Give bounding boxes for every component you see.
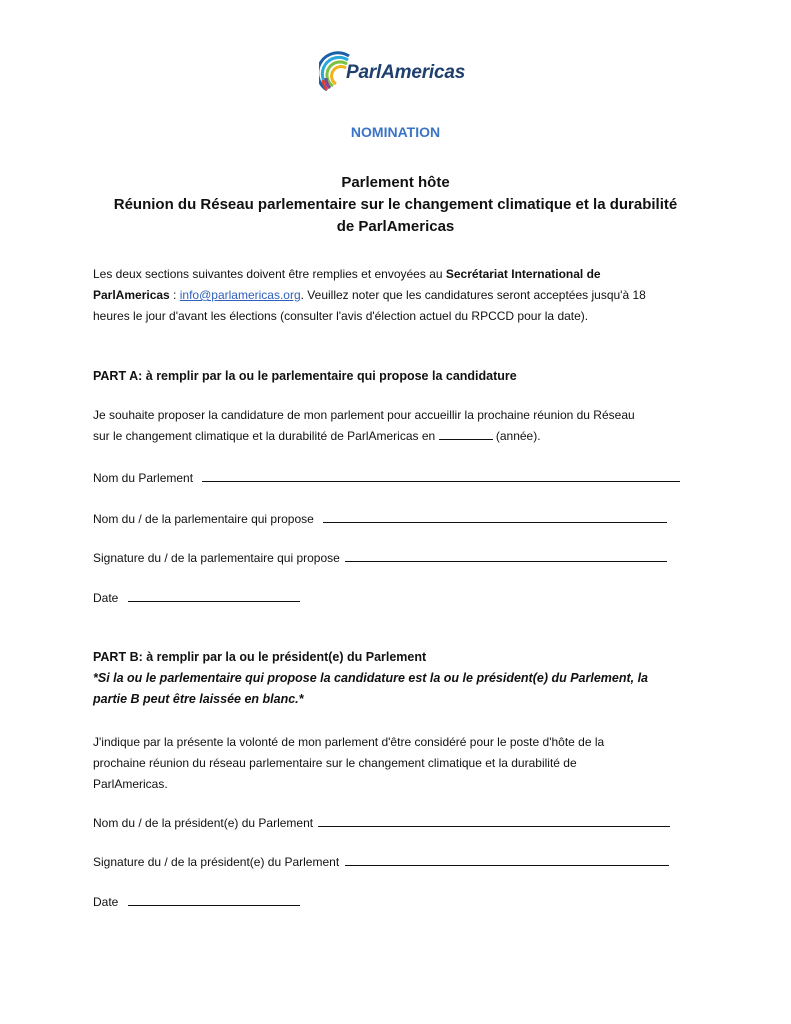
- part-b-line-2: prochaine réunion du réseau parlementaire sur le changement climatique et la durabilité de: [93, 756, 577, 770]
- parliament-name-field: [93, 469, 680, 485]
- part-a-paragraph: [93, 405, 713, 447]
- field-label: Date: [93, 895, 119, 909]
- intro-paragraph: [93, 264, 713, 327]
- president-signature-field: [93, 853, 669, 869]
- email-link[interactable]: info@parlamericas.org: [179, 288, 301, 302]
- title-line-1: Parlement hôte: [341, 174, 450, 191]
- part-a-date-field: [93, 589, 300, 605]
- year-blank[interactable]: [439, 427, 493, 440]
- secretariat-name: Secrétariat International de: [445, 267, 601, 281]
- part-b-line-1: J'indique par la présente la volonté de mon parlement d'être considéré pour le poste d'hôte de la: [93, 735, 605, 749]
- nomination-heading: NOMINATION: [350, 124, 441, 140]
- proposer-signature-field: [93, 549, 667, 565]
- part-b-note-line-2: partie B peut être laissée en blanc.*: [93, 692, 304, 706]
- organization-name: ParlAmericas: [93, 288, 170, 302]
- field-label: Date: [93, 591, 119, 605]
- part-b-paragraph: [93, 732, 713, 795]
- intro-line-3: heures le jour d'avant les élections (consulter l'avis d'élection actuel du RPCCD pour la date).: [93, 309, 589, 323]
- parliament-name-blank[interactable]: [202, 469, 680, 482]
- president-name-field: [93, 814, 670, 830]
- field-label: Nom du / de la parlementaire qui propose: [93, 512, 314, 526]
- parlamericas-logo: [319, 50, 479, 98]
- part-b-date-blank[interactable]: [128, 893, 300, 906]
- part-a-date-blank[interactable]: [128, 589, 300, 602]
- field-label: Signature du / de la parlementaire qui propose: [93, 551, 340, 565]
- president-name-blank[interactable]: [318, 814, 670, 827]
- part-a-line-2: sur le changement climatique et la durabilité de ParlAmericas en: [93, 429, 439, 443]
- part-b-line-3: ParlAmericas.: [93, 777, 168, 791]
- proposer-name-blank[interactable]: [323, 510, 667, 523]
- proposer-name-field: [93, 510, 667, 526]
- logo-text: ParlAmericas: [346, 62, 466, 83]
- part-b-date-field: [93, 893, 300, 909]
- part-b-note-line-1: *Si la ou le parlementaire qui propose la candidature est la ou le président(e) du Parlement, la: [93, 671, 649, 685]
- field-label: Signature du / de la président(e) du Parlement: [93, 855, 340, 869]
- title-line-3: de ParlAmericas: [336, 218, 455, 235]
- president-signature-blank[interactable]: [345, 853, 669, 866]
- document-title: [60, 172, 731, 238]
- field-label: Nom du / de la président(e) du Parlement: [93, 816, 314, 830]
- field-label: Nom du Parlement: [93, 471, 194, 485]
- year-suffix: (année).: [492, 429, 541, 443]
- intro-deadline-text: . Veuillez noter que les candidatures seront acceptées jusqu'à 18: [300, 288, 646, 302]
- part-a-line-1: Je souhaite proposer la candidature de mon parlement pour accueillir la prochaine réunion du Réseau: [93, 408, 635, 422]
- title-line-2: Réunion du Réseau parlementaire sur le changement climatique et la durabilité: [113, 196, 678, 213]
- part-b-note: [93, 668, 733, 710]
- intro-separator: :: [169, 288, 180, 302]
- proposer-signature-blank[interactable]: [345, 549, 667, 562]
- intro-text: Les deux sections suivantes doivent être remplies et envoyées au: [93, 267, 446, 281]
- part-b-heading: PART B: à remplir par la ou le président(e) du Parlement: [93, 650, 427, 664]
- part-a-heading: PART A: à remplir par la ou le parlementaire qui propose la candidature: [93, 369, 517, 383]
